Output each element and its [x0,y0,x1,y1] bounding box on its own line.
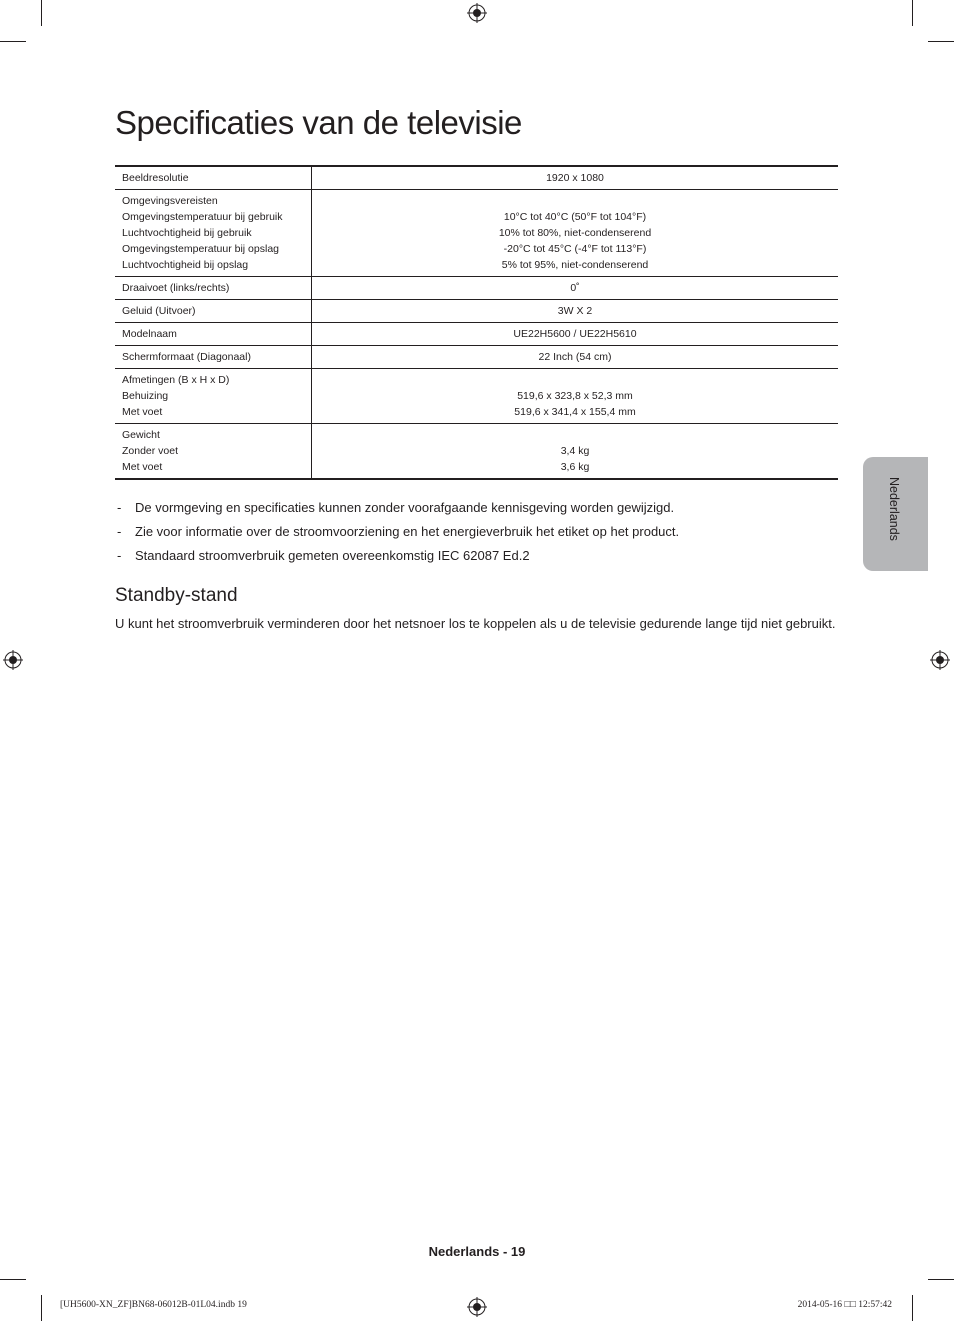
spec-key: Afmetingen (B x H x D) [122,374,230,386]
spec-value-cell [312,300,839,323]
standby-heading: Standby-stand [115,585,238,606]
crop-mark [928,41,954,42]
spec-value-cell [312,424,839,480]
spec-row [115,166,838,190]
spec-row [115,369,838,424]
spec-key-cell [115,277,312,300]
spec-key: Met voet [122,461,163,473]
spec-row [115,190,838,277]
spec-value-cell [312,346,839,369]
spec-key: Beeldresolutie [122,172,189,184]
spec-value: UE22H5600 / UE22H5610 [513,328,637,340]
spec-value: -20°C tot 45°C (-4°F tot 113°F) [503,243,647,255]
spec-row [115,424,838,480]
spec-key-cell [115,300,312,323]
spec-row [115,346,838,369]
registration-mark-icon [467,3,487,23]
registration-mark-icon [930,650,950,670]
spec-value-cell [312,190,839,277]
spec-key: Zonder voet [122,445,179,457]
spec-value-cell [312,369,839,424]
spec-key: Gewicht [122,429,160,441]
spec-key-cell [115,346,312,369]
page-number: Nederlands - 19 [428,1244,526,1259]
spec-key: Modelnaam [122,328,177,340]
page-title: Specificaties van de televisie [115,104,522,141]
spec-value: 3,6 kg [560,461,590,473]
spec-key-cell [115,190,312,277]
spec-key: Met voet [122,406,163,418]
crop-mark [0,1279,26,1280]
spec-table [115,165,838,480]
note-text: De vormgeving en specificaties kunnen zonder voorafgaande kennisgeving worden gewijzigd. [135,500,675,515]
crop-mark [928,1279,954,1280]
spec-row [115,277,838,300]
spec-value: 5% tot 95%, niet-condenserend [501,259,649,271]
crop-mark [912,0,913,26]
spec-row [115,323,838,346]
spec-row [115,300,838,323]
spec-value: 22 Inch (54 cm) [538,351,612,363]
spec-value: 1920 x 1080 [546,172,604,184]
spec-value: 519,6 x 323,8 x 52,3 mm [517,390,633,402]
spec-key: Behuizing [122,390,169,402]
spec-key: Luchtvochtigheid bij opslag [122,259,249,271]
spec-key: Luchtvochtigheid bij gebruik [122,227,252,239]
spec-value: 10% tot 80%, niet-condenserend [498,227,652,239]
spec-value: 10°C tot 40°C (50°F tot 104°F) [503,211,647,223]
note-item [115,498,845,522]
note-bullet: - [117,524,122,539]
registration-mark-icon [3,650,23,670]
spec-value: 0˚ [570,282,580,294]
spec-value-cell [312,166,839,190]
crop-mark [0,41,26,42]
spec-value-cell [312,277,839,300]
print-footer-file: [UH5600-XN_ZF]BN68-06012B-01L04.indb 19 [60,1300,247,1310]
language-side-tab [863,457,928,571]
side-tab-label: Nederlands [887,477,901,541]
notes-list [115,498,845,570]
standby-text: U kunt het stroomverbruik verminderen door het netsnoer los te koppelen als u de televisie gedurende lange tijd niet gebruikt. [115,616,836,631]
crop-mark [912,1295,913,1321]
spec-value-cell [312,323,839,346]
note-text: Zie voor informatie over de stroomvoorziening en het energieverbruik het etiket op het product. [135,524,680,539]
spec-key: Omgevingstemperatuur bij gebruik [122,211,283,223]
note-bullet: - [117,500,122,515]
spec-value: 3,4 kg [560,445,590,457]
spec-key-cell [115,369,312,424]
spec-key: Draaivoet (links/rechts) [122,282,230,294]
crop-mark [41,0,42,26]
crop-mark [41,1295,42,1321]
print-footer-timestamp: 2014-05-16 □□ 12:57:42 [797,1300,892,1310]
spec-key: Schermformaat (Diagonaal) [122,351,251,363]
registration-mark-icon [467,1297,487,1317]
note-text: Standaard stroomverbruik gemeten overeenkomstig IEC 62087 Ed.2 [135,548,530,563]
note-bullet: - [117,548,122,563]
spec-value: 519,6 x 341,4 x 155,4 mm [514,406,636,418]
spec-key: Omgevingstemperatuur bij opslag [122,243,279,255]
spec-value: 3W X 2 [557,305,593,317]
spec-key: Geluid (Uitvoer) [122,305,196,317]
spec-key: Omgevingsvereisten [122,195,218,207]
spec-key-cell [115,323,312,346]
note-item [115,546,845,570]
spec-key-cell [115,424,312,480]
note-item [115,522,845,546]
spec-key-cell [115,166,312,190]
